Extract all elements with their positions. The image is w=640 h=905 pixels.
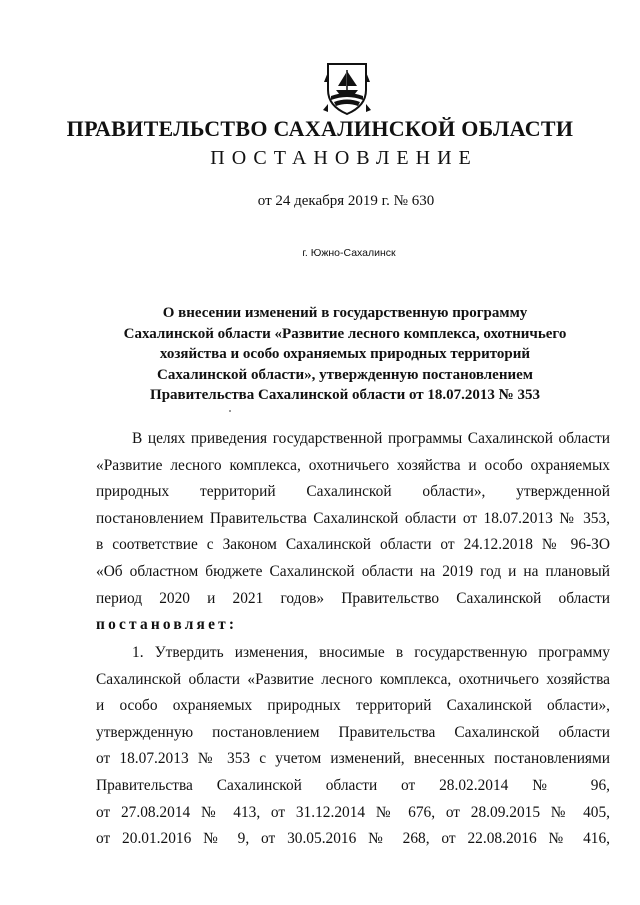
resolves-line	[96, 612, 610, 639]
document-date-number: от 24 декабря 2019 г. № 630	[257, 193, 435, 209]
subject-line: хозяйства и особо охраняемых природных территорий	[159, 346, 531, 362]
preamble-paragraph	[96, 426, 610, 639]
text-line: от 27.08.2014 № 413, от 31.12.2014 № 676, от 28.09.2015 № 405,	[96, 803, 610, 821]
subject-line: Сахалинской области», утвержденную постановлением	[156, 366, 534, 383]
scan-speck	[229, 410, 231, 412]
text-line: «Об областном бюджете Сахалинской области на 2019 год и на плановый	[96, 562, 610, 580]
item-1-paragraph	[96, 640, 610, 853]
text-line: утвержденную постановлением Правительства Сахалинской области	[96, 723, 610, 741]
text-line: Сахалинской области «Развитие лесного комплекса, охотничьего хозяйства	[96, 670, 610, 688]
text-line: от 20.01.2016 № 9, от 30.05.2016 № 268, от 22.08.2016 № 416,	[96, 830, 610, 848]
text-line: в соответствие с Законом Сахалинской области от 24.12.2018 № 96-ЗО	[96, 536, 610, 554]
text-line: природных территорий Сахалинской области», утвержденной	[96, 483, 610, 501]
text-line: «Развитие лесного комплекса, охотничьего хозяйства и особо охраняемых	[96, 456, 610, 474]
city-name: г. Южно-Сахалинск	[302, 247, 396, 259]
text-line: и особо охраняемых природных территорий Сахалинской области»,	[96, 697, 610, 715]
text-line: 1. Утвердить изменения, вносимые в государственную программу	[132, 644, 610, 661]
government-title: ПРАВИТЕЛЬСТВО САХАЛИНСКОЙ ОБЛАСТИ	[66, 116, 574, 141]
document-subject	[110, 303, 580, 406]
text-line: Правительства Сахалинской области от 28.02.2014 № 96,	[96, 776, 610, 794]
subject-line: Правительства Сахалинской области от 18.07.2013 № 353	[150, 387, 540, 403]
text-line: период 2020 и 2021 годов» Правительство Сахалинской области	[96, 589, 610, 607]
subject-line: О внесении изменений в государственную программу	[162, 305, 528, 321]
document-type: ПОСТАНОВЛЕНИЕ	[210, 147, 478, 169]
text-line: от 18.07.2013 № 353 с учетом изменений, внесенных постановлениями	[96, 750, 610, 768]
subject-line: Сахалинской области «Развитие лесного комплекса, охотничьего	[123, 325, 567, 342]
sakhalin-coat-of-arms-icon	[322, 60, 372, 116]
text-line: постановлением Правительства Сахалинской области от 18.07.2013 № 353,	[96, 509, 610, 527]
text-line: В целях приведения государственной программы Сахалинской области	[132, 430, 610, 447]
resolves-word: постановляет:	[96, 616, 238, 634]
